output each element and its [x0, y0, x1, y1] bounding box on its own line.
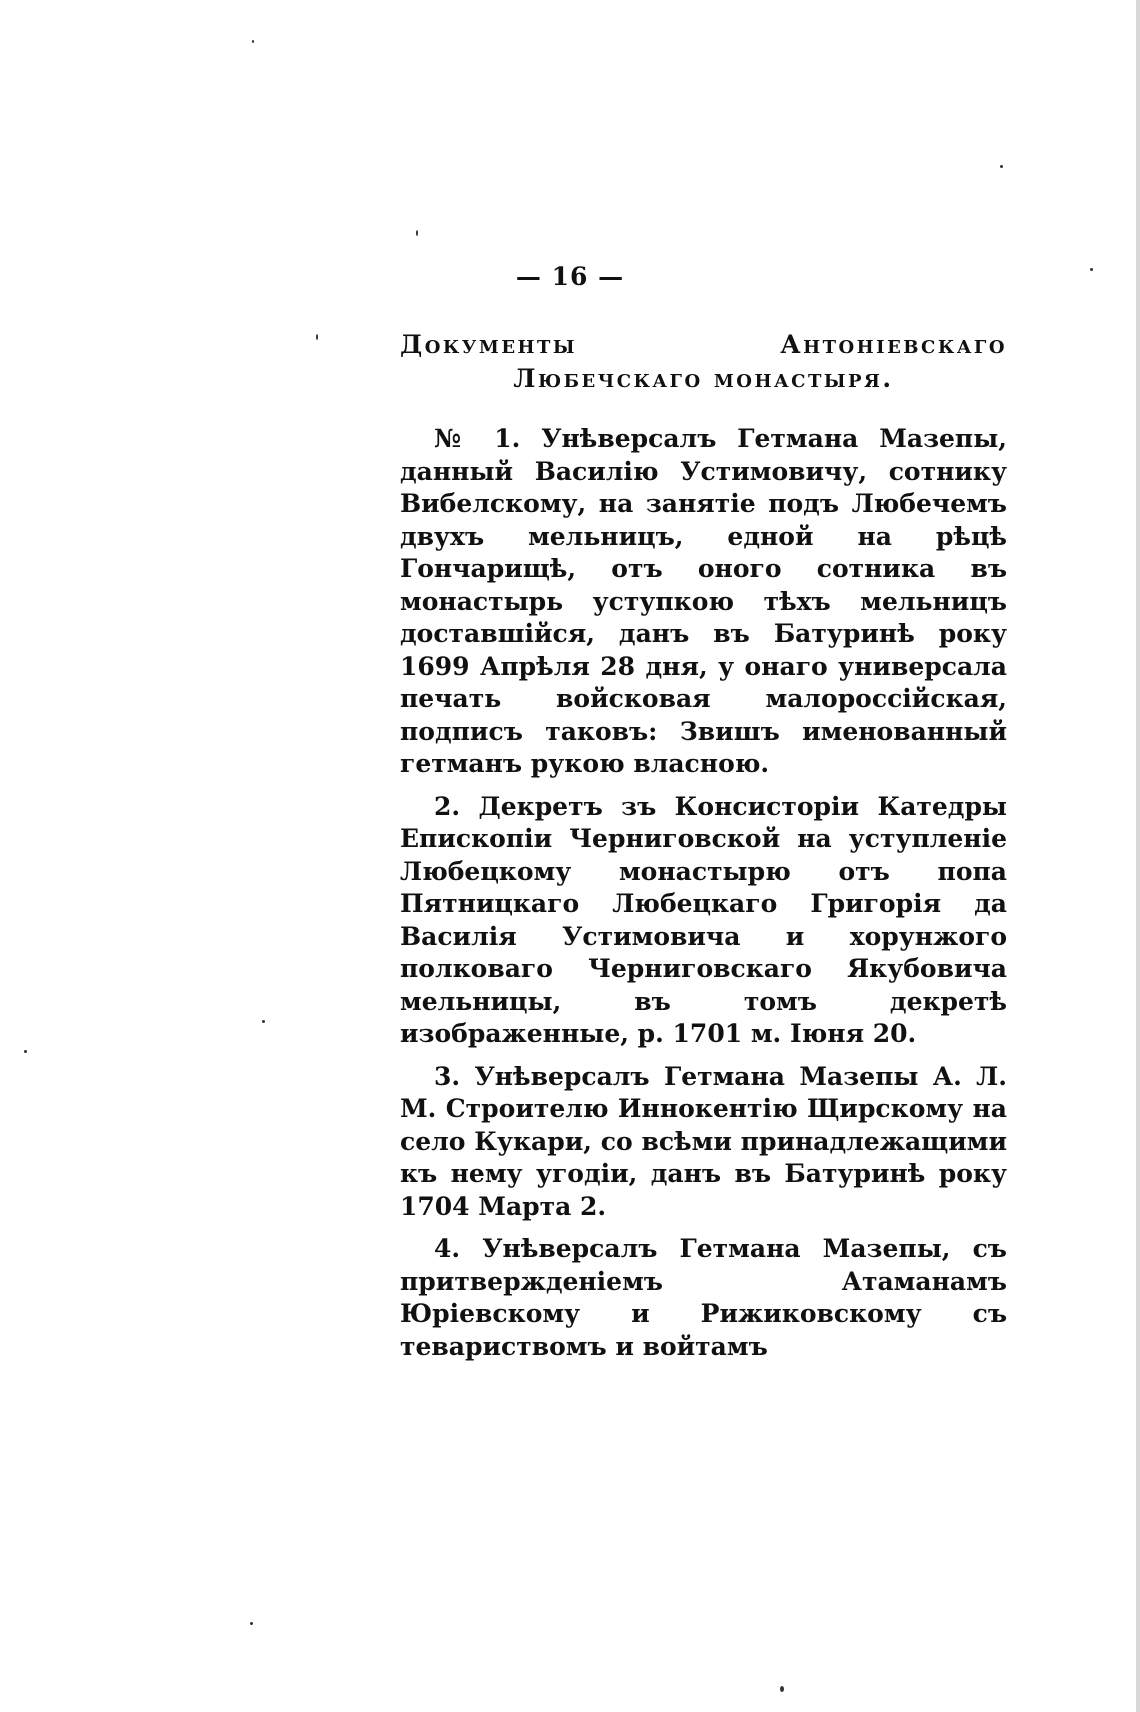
page-number: — 16 — [515, 262, 625, 291]
entry-text: Унѣверсалъ Гетмана Мазепы А. Л. М. Строителю Иннокентію Щирскому на село Кукари, со всѣми принадлежащими къ нему угодіи, данъ въ Батуринѣ року 1704 Марта 2. [400, 1061, 1007, 1221]
document-entry-1 [400, 423, 1007, 781]
scan-speck [416, 230, 418, 236]
document-entry-3 [400, 1061, 1007, 1224]
entry-number: № 1. [434, 424, 521, 453]
scan-speck [1090, 268, 1093, 271]
scan-speck [1000, 165, 1003, 168]
page-edge-shadow [1136, 0, 1140, 1712]
scan-speck [250, 1622, 253, 1625]
entry-number: 2. [434, 791, 461, 821]
document-entry-4 [400, 1233, 1007, 1363]
scan-speck [316, 334, 318, 340]
entry-number: 3. [434, 1061, 461, 1091]
main-text-block [400, 328, 1007, 1373]
document-entry-2 [400, 791, 1007, 1051]
entry-text: Декретъ зъ Консисторіи Катедры Епископіи Черниговской на уступленіе Любецкому монастырю отъ попа Пятницкаго Любецкаго Григорія да Василія Устимовича и хорунжого полковаго Черниговскаго Якубовича мельницы, въ томъ декретѣ изображенные, р. 1701 м. Іюня 20. [400, 791, 1007, 1048]
entry-text: Унѣверсалъ Гетмана Мазепы, данный Василію Устимовичу, сотнику Вибелскому, на занятіе подъ Любечемъ двухъ мельницъ, едной на рѣцѣ Гончарищѣ, отъ оного сотника въ монастырь уступкою тѣхъ мельницъ доставшійся, данъ въ Батуринѣ року 1699 Апрѣля 28 дня, у онаго универсала печать войсковая малороссійская, подписъ таковъ: Звишъ именованный гетманъ рукою власною. [400, 424, 1007, 778]
entry-text: Унѣверсалъ Гетмана Мазепы, съ притвержденіемъ Атаманамъ Юріевскому и Рижиковскому съ тевариствомъ и войтамъ [400, 1234, 1007, 1361]
scan-speck [262, 1020, 265, 1023]
scan-speck [24, 1050, 27, 1053]
scan-speck [252, 40, 254, 43]
scan-speck [780, 1686, 784, 1692]
section-heading: Документы Антоніевскаго Любечскаго монастыря. [400, 330, 1007, 393]
entry-number: 4. [434, 1234, 461, 1263]
